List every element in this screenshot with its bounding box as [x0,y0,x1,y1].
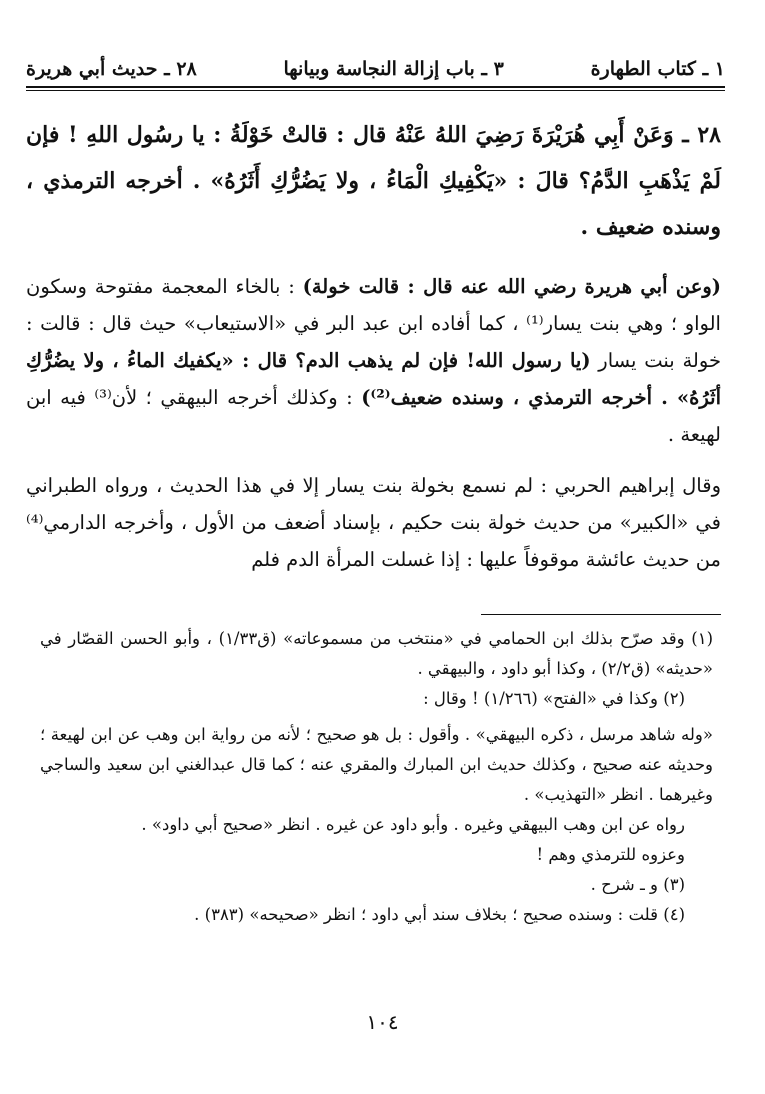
running-header [26,40,725,84]
commentary-tail: : وكذلك أخرجه البيهقي ؛ لأن⁽³⁾ فيه ابن لهيعة . [26,386,721,446]
header-book-title: ١ ـ كتاب الطهارة [590,58,725,80]
commentary-quote: (يا رسول الله! فإن لم يذهب الدم؟ قال : «يكفيك الماءُ ، ولا يضُرُّكِ أثَرُهُ» . أخرجه الترمذي ، وسنده ضعيف⁽²⁾) [26,349,721,409]
footnote-1: (١) وقد صرّح بذلك ابن الحمامي في «منتخب من مسموعاته» (ق١/٣٣) ، وأبو الحسن القصّار في «حديثه» (ق٢/٢) ، وكذا أبو داود ، والبيهقي . [40,629,713,678]
footnote-2-line-2: رواه عن ابن وهب البيهقي وغيره . وأبو داود عن غيره . انظر «صحيح أبي داود» . [141,815,685,834]
commentary-paragraph-2: وقال إبراهيم الحربي : لم نسمع بخولة بنت يسار إلا في هذا الحديث ، ورواه الطبراني في «الكبير» من حديث خولة بنت حكيم ، بإسناد أضعف من الأول ، وأخرجه الدارمي⁽⁴⁾ من حديث عائشة موقوفاً عليها : إذا غسلت المرأة الدم فلم [26,474,721,571]
main-text [26,112,721,578]
hadith-text: ٢٨ ـ وَعَنْ أَبِي هُرَيْرَةَ رَضِيَ اللهُ عَنْهُ قال : قالتْ خَوْلَةُ : يا رسُول اللهِ ! فإن لَمْ يَذْهَبِ الدَّمُ؟ قالَ : «يَكْفِيكِ الْمَاءُ ، ولا يَضُرُّكِ أَثَرُهُ» . أخرجه الترمذي ، وسنده ضعيف . [26,122,721,240]
page-number: ١٠٤ [366,1010,399,1034]
commentary-body: : بالخاء المعجمة مفتوحة وسكون الواو ؛ وهي بنت يسار⁽¹⁾ ، كما أفاده ابن عبد البر في «الاستيعاب» حيث قال : قالت : خولة بنت يسار [26,275,721,372]
header-divider [26,86,725,91]
commentary-paragraph-1 [26,268,721,453]
footnote-2-quote: «وله شاهد مرسل ، ذكره البيهقي» . وأقول : بل هو صحيح ؛ لأنه من رواية ابن وهب عن ابن لهيعة ؛ وحديثه عنه صحيح ، وكذلك حديث ابن المبارك والمقري عنه ؛ كما قال عبدالغني ابن سعيد والساجي وغيرهما . انظر «التهذيب» . [40,725,713,804]
footnote-2: (٢) وكذا في «الفتح» (١/٢٦٦) ! وقال : [423,689,685,708]
header-hadith-title: ٢٨ ـ حديث أبي هريرة [26,58,197,80]
footnote-3: (٣) و ـ شرح . [590,875,685,894]
header-chapter-title: ٣ ـ باب إزالة النجاسة وبيانها [283,58,504,80]
commentary-lead: (وعن أبي هريرة رضي الله عنه قال : قالت خولة) [302,275,721,298]
footnote-4: (٤) قلت : وسنده صحيح ؛ بخلاف سند أبي داود ؛ انظر «صحيحه» (٣٨٣) . [194,905,685,924]
footnote-divider [481,614,721,615]
footnotes [40,624,713,930]
footnote-2-line-3: وعزوه للترمذي وهم ! [536,845,685,864]
